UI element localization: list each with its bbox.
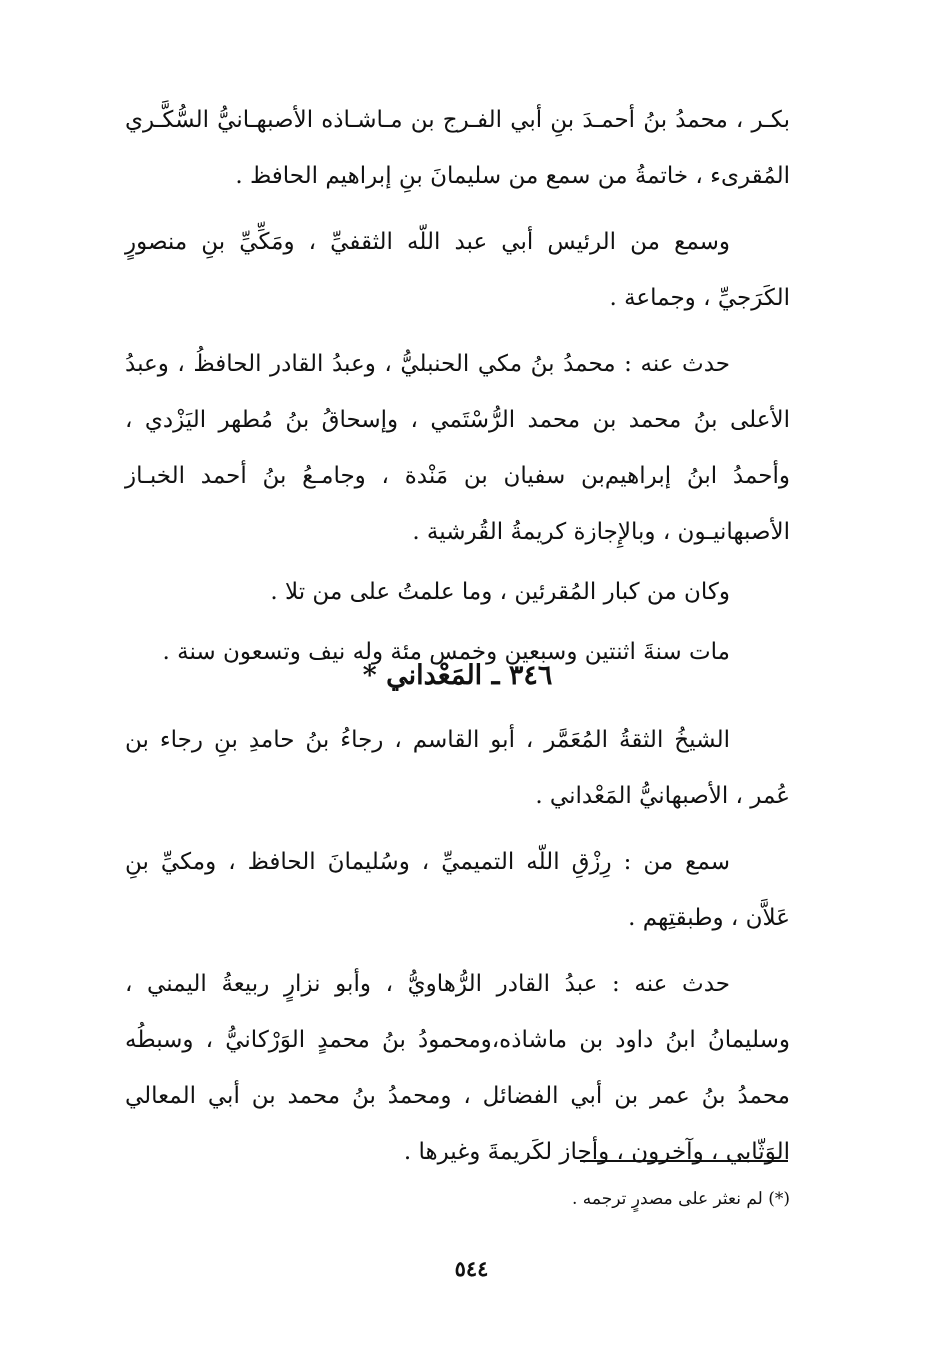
entry-biography [125,712,790,1180]
continued-biography [125,92,790,680]
entry-paragraph: حدث عنه : عبدُ القادر الرُّهاويُّ ، وأبو نزارٍ ربيعةُ اليمني ، وسليمانُ ابنُ داود بن ماشاذه،ومحمودُ بنُ محمدٍ الوَرْكانيُّ ، وسبطُه محمدُ بنُ عمر بن أبي الفضائل ، ومحمدُ بنُ محمد بن أبي المعالي الوَثّابي ، وآخرون ، وأجاز لكَريمةَ وغيرها . [125,971,790,1165]
biography-paragraph: حدث عنه : محمدُ بنُ مكي الحنبليُّ ، وعبدُ القادر الحافظُ ، وعبدُ الأعلى بنُ محمد بن محمد الرُّسْتَمي ، وإسحاقُ بنُ مُطهر اليَزْدي ، وأحمدُ ابنُ إبراهيم‌بن سفيان بن مَنْدة ، وجامـعُ بنُ أحمد الخبـاز الأصبهانيـون ، وبالإِجازة كريمةُ القُرشية . [125,351,790,545]
page-number: ٥٤٤ [454,1256,489,1281]
entry-paragraph: سمع من : رِزْقِ اللّه التميميِّ ، وسُليمانَ الحافظ ، ومكيِّ بنِ عَلاَّن ، وطبقتِهم . [125,849,790,931]
footnote: (*) لم نعثر على مصدرٍ ترجمه . [571,1189,790,1209]
biography-paragraph: وسمع من الرئيس أبي عبد اللّه الثقفيِّ ، ومَكِّيِّ بنِ منصورٍ الكَرَجيِّ ، وجماعة . [125,229,790,311]
entry-heading: ٣٤٦ ـ المَعْداني * [362,660,553,691]
biography-paragraph: وكان من كبار المُقرئين ، وما علمتُ على من تلا . [270,579,730,605]
biography-paragraph: بكـر ، محمدُ بنُ أحمـدَ بنِ أبي الفـرج بن مـاشـاذه الأصبهـانيُّ السُّكَّـري المُقرىء ، خاتمةُ من سمع من سليمانَ بنِ إبراهيم الحافظ . [125,107,790,189]
footnote-divider [580,1160,788,1162]
biography-paragraph: مات سنةَ اثنتين وسبعين وخمس مئة وله نيف وتسعون سنة . [162,639,730,665]
entry-paragraph: الشيخُ الثقةُ المُعَمَّر ، أبو القاسم ، رجاءُ بنُ حامدِ بنِ رجاء بن عُمر ، الأصبهانيُّ المَعْداني . [125,727,790,809]
